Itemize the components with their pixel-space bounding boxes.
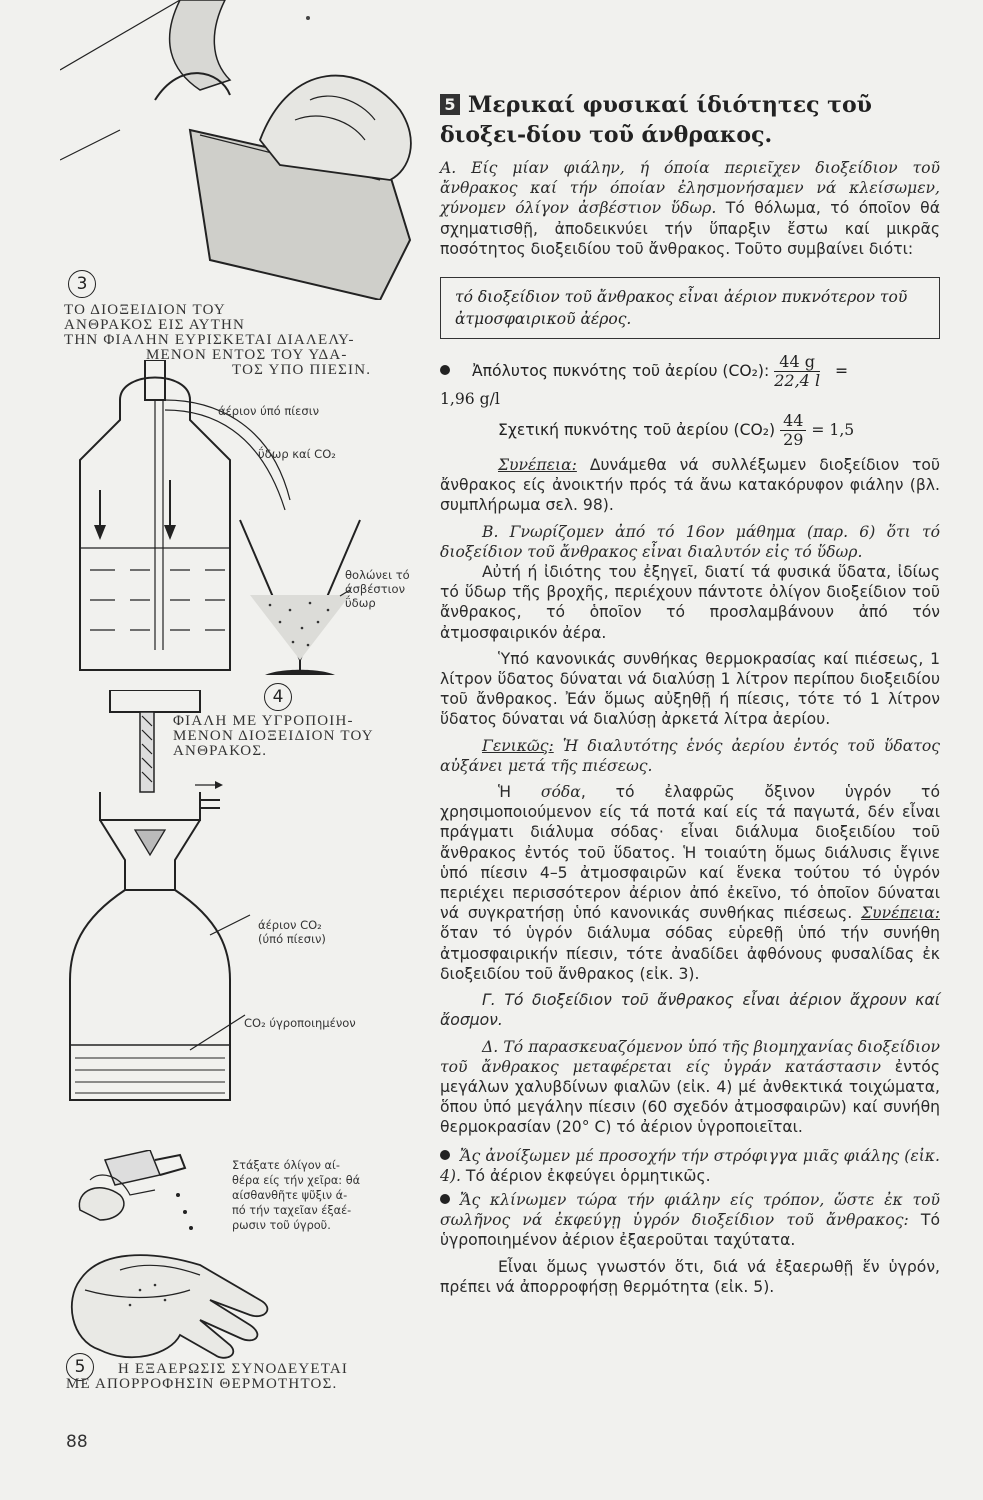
figure-3-number: 3 [68,270,96,298]
figure-4-number: 4 [264,683,292,711]
consequence-paragraph [440,455,940,516]
section-title: Μερικαί φυσικαί ίδιότητες τοῦ διοξει-δίου τοῦ άνθρακος. [440,92,872,148]
bullet-paragraph-1 [440,1146,940,1186]
label-co2-gas-pressure [258,918,326,946]
note-line: Στάξατε όλίγον αί- [232,1159,340,1172]
consequence-text: Δυνάμεθα νά συλλέξωμεν διοξείδιον τοῦ ἄνθρακος είς ἀνοικτήν πρός τά ἄνω κατακόρυφον φιάλην (βλ. συμπλήρωμα σελ. 98). [440,456,940,515]
caption-line: ΑΝΘΡΑΚΟΣ. [173,743,268,759]
note-line: ρωσιν τοῦ ύγροῦ. [232,1219,331,1232]
consequence-lead: Συνέπεια: [498,456,577,475]
paragraph-pressure: Ὑπό κανονικάς συνθήκας θερμοκρασίας καί πιέσεως, 1 λίτρον ὕδατος δύναται νά διαλύσῃ 1 λίτρον περίπου διοξειδίου τοῦ ἄνθρακος. Ἐάν ὅμως αὐξηθῇ ή πίεσις, τότε τό 1 λίτρον ὕδατος δύναται νά διαλύσῃ ἀρκετά λίτρα ἀερίου. [440,649,940,729]
caption-line: Η ΕΞΑΕΡΩΣΙΣ ΣΥΝΟΔΕΥΕΤΑΙ [118,1361,349,1377]
rel-density-result: = 1,5 [811,421,855,440]
general-text: Ἡ διαλυτότης ἑνός ἀερίου ἐντός τοῦ ὕδατος αὐξάνει μετά τῆς πιέσεως. [440,736,940,775]
general-lead: Γενικῶς: [482,736,554,755]
abs-density-result: 1,96 g/l [440,390,500,409]
caption-line: ΤΟΣ ΥΠΟ ΠΙΕΣΙΝ. [232,362,372,378]
section-heading [440,90,940,150]
soda-word: σόδα [540,783,581,802]
bullet-paragraph-2 [440,1190,940,1251]
label-line: θολώνει τό [345,568,410,582]
soda-a: Ἡ [498,783,541,802]
paragraph-a-text: Τό θόλωμα, τό όποῖον θά σχηματισθῇ, ἀποδεικνύει τήν ὕπαρξιν ἔστω καί μικρᾶς ποσότητος διοξειδίου τοῦ ἄνθρακος. Τοῦτο συμβαίνει διότι: [440,199,940,258]
paragraph-a [440,158,940,259]
note-line: πό τήν ταχεῖαν έξαέ- [232,1204,352,1217]
caption-line: ΤΗΝ ΦΙΑΛΗΝ ΕΥΡΙΣΚΕΤΑΙ ΔΙΑΛΕΛΥ- [64,332,355,348]
abs-numerator: 44 g [774,353,820,372]
note-line: θέρα είς τήν χεῖρα: θά [232,1174,361,1187]
label-line: άέριον CO₂ [258,918,322,932]
co2-cylinder-diagram [60,690,260,1110]
hand-note [232,1158,360,1233]
soda-consequence: Συνέπεια: [861,904,940,923]
paragraph-d-italic: Δ. Τό παρασκευαζόμενον ὑπό τῆς βιομηχανίας διοξείδιον τοῦ ἄνθρακος μεταφέρεται είς ὑγράν κατάστασιν [440,1037,940,1076]
bullet-2-text: Τό ὑγροποιημένον ἀέριον ἐξαεροῦται ταχύτατα. [440,1211,940,1250]
caption-line: ΜΕΝΟΝ ΔΙΟΞΕΙΔΙΟΝ ΤΟΥ [173,728,374,744]
rel-fraction [780,412,806,449]
absolute-density-formula: Ἀπόλυτος πυκνότης τοῦ ἀερίου (CO₂): $\frac{44 g}{22,4 l}$ = 1,96 g/l [440,353,940,408]
rel-numerator: 44 [780,412,806,431]
relative-density-formula [440,412,940,449]
paragraph-b-rest: Αὐτή ή ἰδιότης του ἐξηγεῖ, διατί τά φυσικά ὕδατα, ἰδίως τό ὕδωρ τῆς βροχῆς, περιέχουν πάντοτε ὀλίγον διοξείδιον τοῦ ἄνθρακος, τό ὁποῖον τό προσλαμβάνουν ἀπό τόν ἀτμοσφαιρικόν ἀέρα. [440,563,940,642]
caption-line: ΦΙΑΛΗ ΜΕ ΥΓΡΟΠΟΙΗ- [173,713,354,729]
soda-b: , τό ἐλαφρῶς ὄξινον ὑγρόν τό χρησιμοποιούμενον είς τά ποτά καί είς τά παγωτά, δέν εἶναι πράγματι διάλυμα σόδας· εἶναι διάλυμα διοξειδίου τοῦ ἄνθρακος ἐντός τοῦ ὕδατος. Ἡ τοιαύτη ὅμως διάλυσις ἔγινε ὑπό πίεσιν 4–5 ἀτμοσφαιρῶν καί ἕνεκα τούτου τό ὑγρόν περιέχει περισσότερον ἀέριον ἀπό ἐκεῖνο, τό ὁποῖον δύναται νά συγκρατήσῃ ὑπό κανονικάς συνθήκας πιέσεως. [440,783,940,923]
soda-c: ὅταν τό ὑγρόν διάλυμα σόδας εὑρεθῇ ὑπό τήν συνήθη ἀτμοσφαιρικήν πίεσιν, τότε ἀναδίδει ἀφθόνους φυσαλίδας ἐκ διοξειδίου τοῦ ἄνθρακος (εἰκ. 3). [440,924,940,983]
paragraph-d-text: ἐντός μεγάλων χαλυβδίνων φιαλῶν (εἰκ. 4) μέ ἀνθεκτικά τοιχώματα, ὅπου ὑπό μεγάλην πίεσιν (60 σχεδόν ἀτμοσφαιρῶν) καί συνήθη θερμοκρασίαν (20° C) τό ἀέριον ὑγροποιεῖται. [440,1057,940,1137]
bullet-icon [440,1194,450,1204]
boxed-fact: τό διοξείδιον τοῦ ἄνθρακος εἶναι ἀέριον πυκνότερον τοῦ ἀτμοσφαιρικοῦ ἀέρος. [440,277,940,339]
label-gas-under-pressure: άέριον ύπό πίεσιν [218,404,320,418]
paragraph-general [440,736,940,776]
abs-denominator: 22,4 l [774,371,821,391]
abs-density-label: Ἀπόλυτος πυκνότης τοῦ ἀερίου (CO₂): [472,362,770,381]
rel-denominator: 29 [783,430,804,450]
caption-line: ΜΕΝΟΝ ΕΝΤΟΣ ΤΟΥ ΥΔΑ- [146,347,348,363]
bullet-icon [440,1150,450,1160]
paragraph-b-italic: Β. Γνωρίζομεν ἀπό τό 16ον μάθημα (παρ. 6) ὅτι τό διοξείδιον τοῦ ἄνθρακος εἶναι διαλυτόν εἰς τό ὕδωρ. [440,522,940,561]
paragraph-a-italic: Α. Είς μίαν φιάλην, ή όποία περιεῖχεν διοξείδιον τοῦ ἄνθρακος καί τήν όποίαν ἐλησμονήσαμεν νά κλείσωμεν, χύνομεν όλίγον ἀσβέστιον ὕδωρ. [440,159,940,218]
paragraph-soda [440,782,940,984]
caption-line: ΜΕ ΑΠΟΡΡΟΦΗΣΙΝ ΘΕΡΜΟΤΗΤΟΣ. [66,1376,338,1392]
caption-line: ΑΝΘΡΑΚΟΣ ΕΙΣ ΑΥΤΗΝ [64,317,246,333]
caption-line: ΤΟ ΔΙΟΞΕΙΔΙΟΝ ΤΟΥ [64,302,226,318]
note-line: αίσθανθῆτε ψῦξιν ά- [232,1189,348,1202]
main-text-column [440,90,940,1297]
label-line: άσβέστιον [345,582,405,596]
bullet-1-italic: Ἄς ἀνοίξωμεν μέ προσοχήν τήν στρόφιγγα μιᾶς φιάλης (εἰκ. 4). [440,1146,940,1185]
pouring-hands-illustration [60,0,440,300]
figure-5-number: 5 [66,1353,94,1381]
final-paragraph: Εἶναι ὅμως γνωστόν ὅτι, διά νά ἐξαερωθῇ ἕν ὑγρόν, πρέπει νά ἀπορροφήσῃ θερμότητα (εἰκ. 5). [440,1257,940,1296]
paragraph-g: Γ. Τό διοξείδιον τοῦ ἄνθρακος εἶναι ἀέριον ἄχρουν καί ἄοσμον. [440,991,940,1030]
figure-5-caption [66,1362,406,1392]
label-co2-liquefied: CO₂ ύγροποιημένον [244,1016,356,1030]
label-water-and-co2: ΰδωρ καί CO₂ [258,447,336,461]
bullet-1-text: Τό ἀέριον ἐκφεύγει ὁρμητικῶς. [460,1166,711,1185]
bullet-icon [440,365,450,375]
rel-density-label: Σχετική πυκνότης τοῦ ἀερίου (CO₂) [498,421,776,440]
label-line: (ύπό πίεσιν) [258,932,326,946]
bullet-2-italic: Ἄς κλίνωμεν τώρα τήν φιάλην είς τρόπον, ὥστε ἐκ τοῦ σωλῆνος νά ἐκφεύγῃ ὑγρόν διοξείδιον τοῦ ἄνθρακος: [440,1190,940,1230]
abs-fraction [774,353,820,390]
paragraph-d [440,1037,940,1138]
page-number: 88 [66,1432,88,1452]
section-number: 5 [440,94,460,115]
paragraph-b [440,522,940,562]
label-lime-water [345,568,410,610]
label-line: ΰδωρ [345,596,376,610]
